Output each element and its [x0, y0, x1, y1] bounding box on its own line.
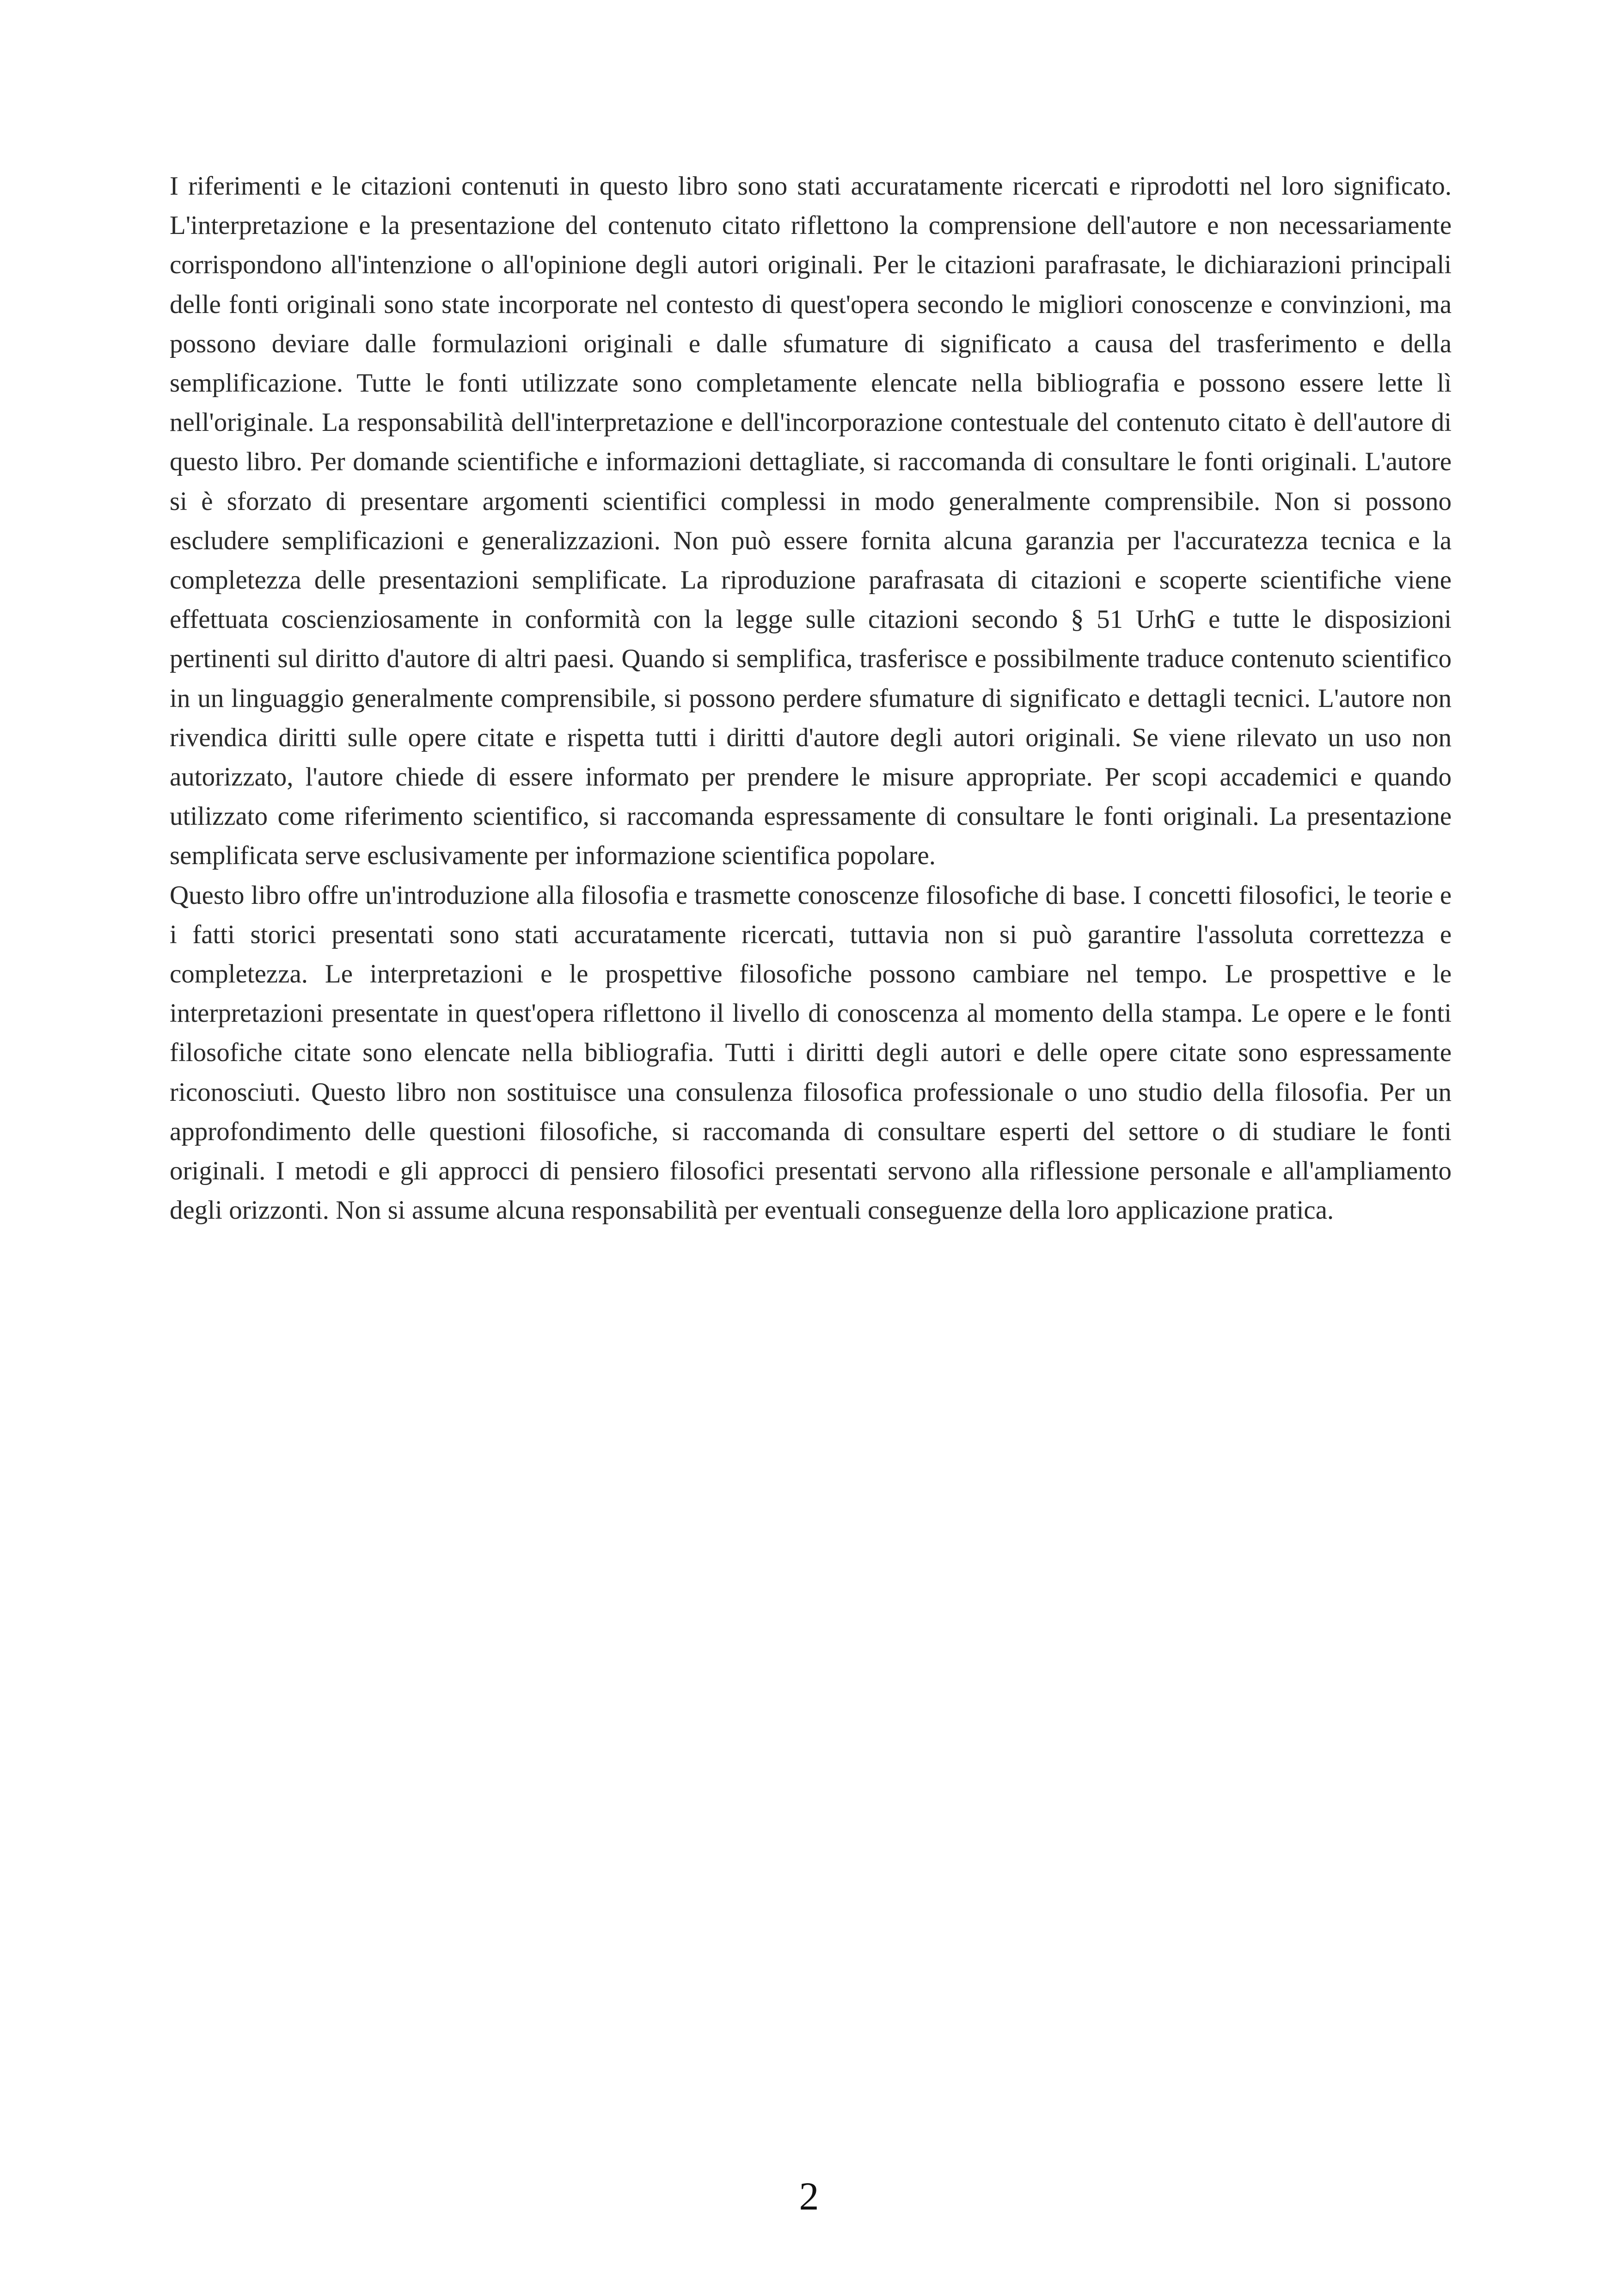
paragraph-philosophy-disclaimer: Questo libro offre un'introduzione alla filosofia e trasmette conoscenze filosofiche di base. I concetti filosofici, le teorie e i fatti storici presentati sono stati accuratamente ricercati, tuttavia non si può garantire l'assoluta correttezza e completezza. Le interpretazioni e le prospettive filosofiche possono cambiare nel tempo. Le prospettive e le interpretazioni presentate in quest'opera riflettono il livello di conoscenza al momento della stampa. Le opere e le fonti filosofiche citate sono elencate nella bibliografia. Tutti i diritti degli autori e delle opere citate sono espressamente riconosciuti. Questo libro non sostituisce una consulenza filosofica professionale o uno studio della filosofia. Per un approfondimento delle questioni filosofiche, si raccomanda di consultare esperti del settore o di studiare le fonti originali. I metodi e gli approcci di pensiero filosofici presentati servono alla riflessione personale e all'ampliamento degli orizzonti. Non si assume alcuna responsabilità per eventuali conseguenze della loro applicazione pratica.: [170, 880, 1452, 1225]
disclaimer-text-block: [170, 166, 1452, 1230]
paragraph-citations-disclaimer: I riferimenti e le citazioni contenuti in questo libro sono stati accuratamente ricercati e riprodotti nel loro significato. L'interpretazione e la presentazione del contenuto citato riflettono la comprensione dell'autore e non necessariamente corrispondono all'intenzione o all'opinione degli autori originali. Per le citazioni parafrasate, le dichiarazioni principali delle fonti originali sono state incorporate nel contesto di quest'opera secondo le migliori conoscenze e convinzioni, ma possono deviare dalle formulazioni originali e dalle sfumature di significato a causa del trasferimento e della semplificazione. Tutte le fonti utilizzate sono completamente elencate nella bibliografia e possono essere lette lì nell'originale. La responsabilità dell'interpretazione e dell'incorporazione contestuale del contenuto citato è dell'autore di questo libro. Per domande scientifiche e informazioni dettagliate, si raccomanda di consultare le fonti originali. L'autore si è sforzato di presentare argomenti scientifici complessi in modo generalmente comprensibile. Non si possono escludere semplificazioni e generalizzazioni. Non può essere fornita alcuna garanzia per l'accuratezza tecnica e la completezza delle presentazioni semplificate. La riproduzione parafrasata di citazioni e scoperte scientifiche viene effettuata coscienziosamente in conformità con la legge sulle citazioni secondo § 51 UrhG e tutte le disposizioni pertinenti sul diritto d'autore di altri paesi. Quando si semplifica, trasferisce e possibilmente traduce contenuto scientifico in un linguaggio generalmente comprensibile, si possono perdere sfumature di significato e dettagli tecnici. L'autore non rivendica diritti sulle opere citate e rispetta tutti i diritti d'autore degli autori originali. Se viene rilevato un uso non autorizzato, l'autore chiede di essere informato per prendere le misure appropriate. Per scopi accademici e quando utilizzato come riferimento scientifico, si raccomanda espressamente di consultare le fonti originali. La presentazione semplificata serve esclusivamente per informazione scientifica popolare.: [170, 172, 1452, 871]
page-number: 2: [799, 2174, 819, 2218]
